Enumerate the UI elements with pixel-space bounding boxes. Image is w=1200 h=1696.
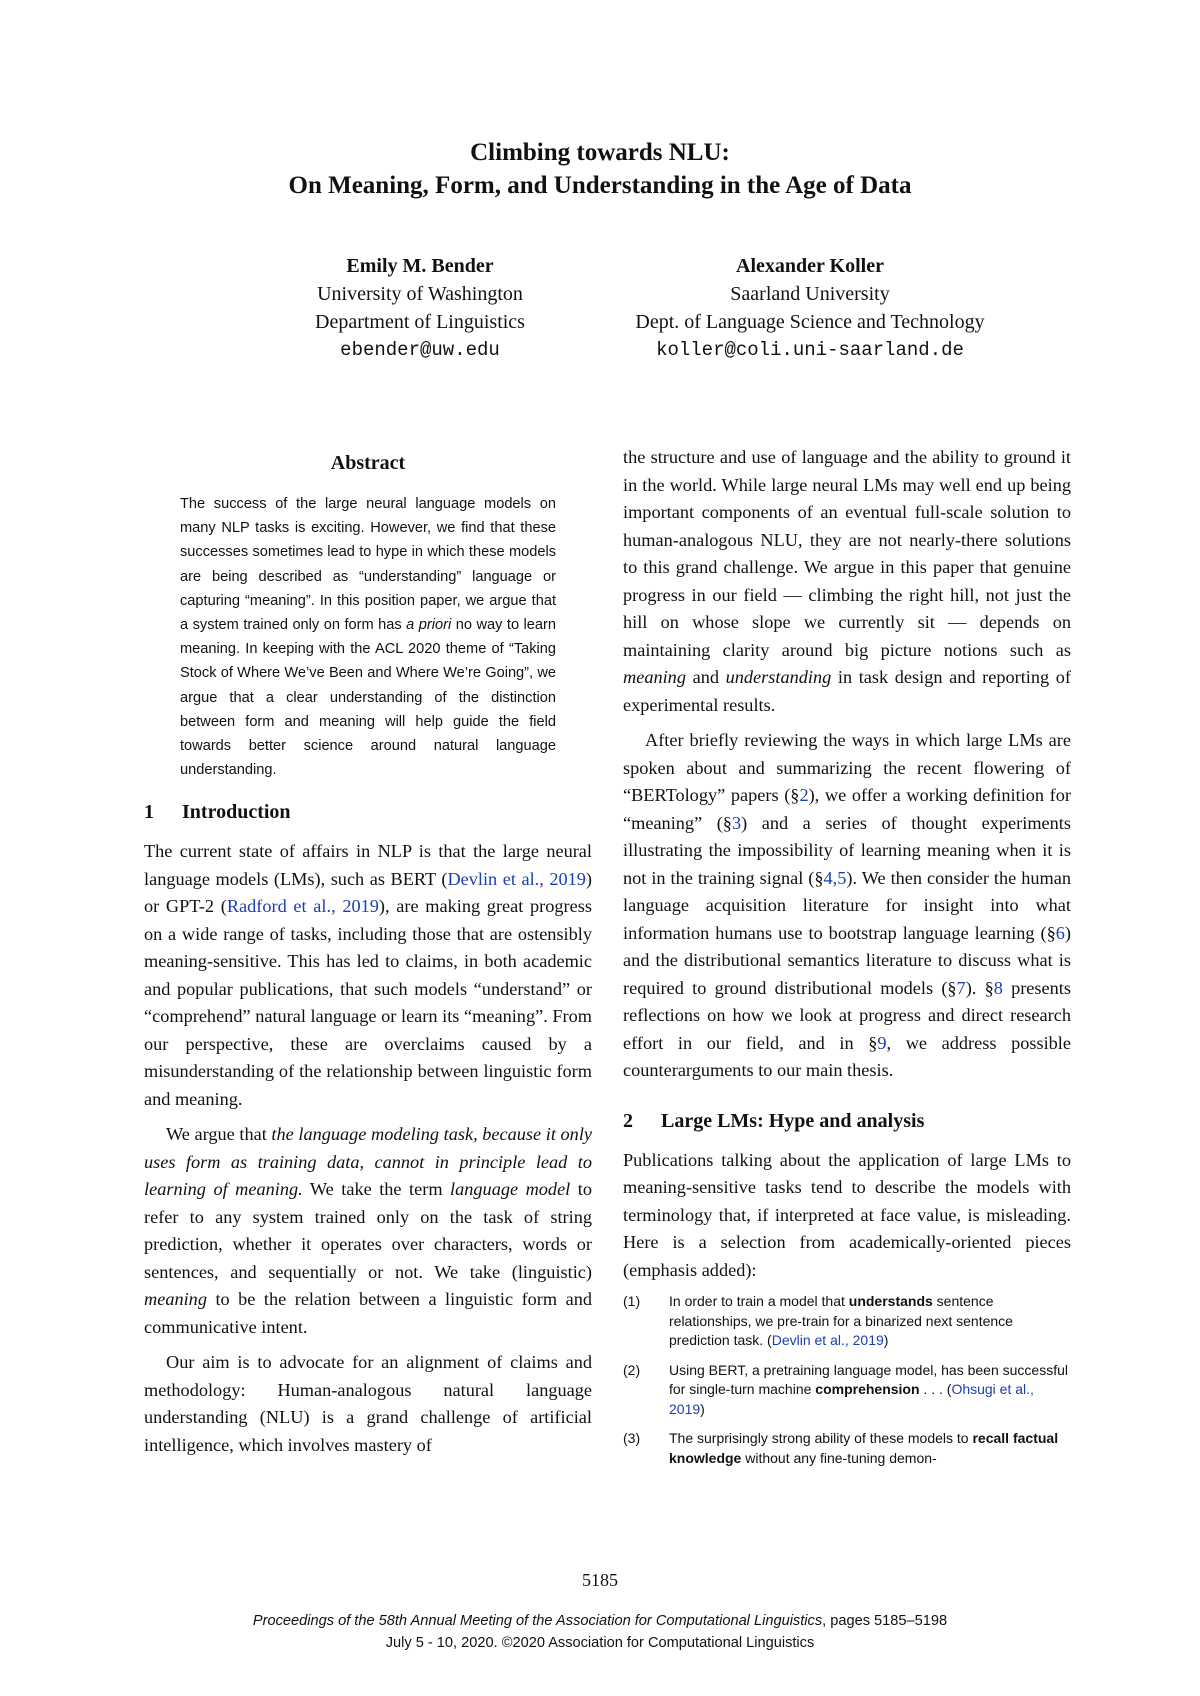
example-number: (3) — [623, 1430, 641, 1446]
text-run: . . . ( — [919, 1381, 952, 1397]
example-1 — [623, 1292, 1071, 1351]
footer-line-2: July 5 - 10, 2020. ©2020 Association for Computational Linguistics — [385, 1635, 815, 1651]
text-italic: meaning — [144, 1289, 207, 1310]
text-run: We take the term — [302, 1179, 451, 1200]
intro-paragraph-5 — [623, 727, 1071, 1085]
intro-paragraph-2 — [144, 1121, 592, 1341]
author-name: Alexander Koller — [736, 255, 884, 277]
text-bold: comprehension — [815, 1381, 920, 1397]
section-number: 1 — [144, 801, 154, 824]
text-run: presents reflections on how we look at progress and direct research effort in our field, and in § — [623, 977, 1071, 1053]
abstract-heading: Abstract — [330, 452, 406, 474]
author-department: Department of Linguistics — [315, 311, 525, 333]
text-italic: meaning — [623, 667, 686, 687]
author-koller — [570, 252, 1050, 364]
text-run: ). § — [965, 977, 994, 998]
text-run: ) or GPT-2 ( — [144, 868, 592, 917]
author-affiliation: Saarland University — [730, 283, 890, 305]
section-title: Introduction — [182, 801, 291, 824]
footer — [0, 1610, 1200, 1654]
text-italic: the language modeling task, because it only uses form as training data, cannot in principle lead to learning of meaning. — [144, 1124, 593, 1200]
section-ref-link[interactable]: 7 — [956, 977, 966, 998]
title-line-1: Climbing towards NLU: — [470, 139, 730, 166]
section-ref-link[interactable]: 2 — [799, 785, 809, 805]
author-department: Dept. of Language Science and Technology — [635, 311, 985, 333]
abstract-text — [180, 492, 556, 782]
text-run: Using BERT, a pretraining language model, has been successful for single-turn machine — [669, 1361, 1068, 1397]
text-run: to be the relation between a linguistic form and communicative intent. — [144, 1289, 592, 1337]
text-run: We argue that — [166, 1124, 272, 1145]
text-run: ) — [883, 1332, 889, 1348]
section2-paragraph-1: Publications talking about the application of large LMs to meaning-sensitive tasks tend to describe the models with terminology that, if interpreted at face value, is misleading. Here is a selection from academically-oriented pieces (emphasis added): — [623, 1149, 1071, 1280]
example-3 — [623, 1429, 1071, 1468]
section-number: 2 — [623, 1109, 633, 1132]
text-run: In order to train a model that — [669, 1293, 849, 1309]
text-run: ), we offer a working definition for “meaning” (§ — [623, 785, 1072, 833]
page-number: 5185 — [582, 1570, 618, 1590]
section-ref-link[interactable]: 6 — [1055, 922, 1065, 943]
text-run: ), are making great progress on a wide range of tasks, including those that are ostensibly meaning-sensitive. This has led to claims, in both academic and popular publications, that such models “understand” or “comprehend” natural language or learn its “meaning”. From our perspective, these are overclaims caused by a misunderstanding of the relationship between linguistic form and meaning. — [144, 896, 592, 1109]
footer-venue: Proceedings of the 58th Annual Meeting of the Association for Computational Linguistics — [252, 1613, 823, 1629]
section-ref-link[interactable]: 4,5 — [823, 867, 847, 888]
text-italic: understanding — [725, 667, 832, 687]
text-run: sentence relationships, we pre-train for a binarized next sentence prediction task. ( — [669, 1293, 1013, 1348]
section-heading-introduction — [144, 798, 592, 826]
text-italic: language model — [450, 1179, 571, 1200]
author-email[interactable]: koller@coli.uni-saarland.de — [656, 339, 964, 361]
example-number: (2) — [623, 1361, 641, 1378]
citation-link[interactable]: Devlin et al., 2019 — [771, 1332, 884, 1348]
right-column — [623, 444, 1071, 1478]
text-bold: recall factual knowledge — [669, 1430, 1059, 1466]
text-run: ) and the distributional semantics literature to discuss what is required to ground distributional models (§ — [623, 922, 1071, 998]
intro-paragraph-1 — [144, 838, 592, 1113]
example-text — [669, 1429, 1071, 1468]
text-bold: understands — [848, 1293, 933, 1309]
text-run: , we address possible counterarguments to our main thesis. — [623, 1032, 1071, 1080]
abstract-italic: a priori — [406, 617, 452, 634]
text-run: and — [685, 667, 726, 687]
text-run: ). We then consider the human language acquisition literature for insight into what information humans use to bootstrap language learning (§ — [623, 867, 1071, 943]
text-run: After briefly reviewing the ways in which large LMs are spoken about and summarizing the recent flowering of “BERTology” papers (§ — [623, 730, 1071, 805]
footer-line-1 — [0, 1610, 1200, 1632]
citation-link[interactable]: Radford et al., 2019 — [226, 896, 379, 917]
example-2 — [623, 1361, 1071, 1420]
left-column — [144, 450, 592, 1467]
text-run: The current state of affairs in NLP is that the large neural language models (LMs), such as BERT ( — [144, 841, 592, 889]
text-run: ) and a series of thought experiments illustrating the impossibility of learning meaning when it is not in the training signal (§ — [623, 812, 1071, 888]
author-bender — [230, 252, 610, 364]
section-ref-link[interactable]: 8 — [993, 977, 1003, 998]
footer-pages: , pages 5185–5198 — [822, 1613, 948, 1629]
intro-paragraph-4 — [623, 444, 1071, 719]
section-ref-link[interactable]: 3 — [731, 812, 742, 833]
author-affiliation: University of Washington — [317, 283, 523, 305]
section-title: Large LMs: Hype and analysis — [661, 1109, 925, 1132]
example-number: (1) — [623, 1293, 641, 1309]
section-heading-large-lms — [623, 1107, 1071, 1135]
title-line-2: On Meaning, Form, and Understanding in the Age of Data — [288, 172, 912, 199]
text-run: without any fine-tuning demon- — [741, 1449, 937, 1466]
example-text — [669, 1361, 1071, 1420]
abstract-text-part: no way to learn meaning. In keeping with the ACL 2020 theme of “Taking Stock of Where We’ve Been and Where We’re Going”, we argue that a clear understanding of the distinction between form and meaning will help guide the field towards better science around natural language understanding. — [180, 617, 557, 779]
text-run: The surprisingly strong ability of these models to — [669, 1430, 973, 1446]
example-text — [669, 1292, 1071, 1351]
citation-link[interactable]: Devlin et al., 2019 — [447, 868, 586, 889]
citation-link[interactable]: Ohsugi et al., 2019 — [669, 1381, 1034, 1417]
intro-paragraph-3: Our aim is to advocate for an alignment of claims and methodology: Human-analogous natural language understanding (NLU) is a grand challenge of artificial intelligence, which involves mastery of — [144, 1352, 592, 1455]
abstract-text-part: The success of the large neural language models on many NLP tasks is exciting. However, we find that these successes sometimes lead to hype in which these models are being described as “understanding” language or capturing “meaning”. In this position paper, we argue that a system trained only on form has — [180, 496, 556, 634]
paper-title — [0, 136, 1200, 202]
text-run: to refer to any system trained only on the task of string prediction, whether it operates over characters, words or sentences, and sequentially or not. We take (linguistic) — [144, 1179, 592, 1282]
author-name: Emily M. Bender — [346, 255, 494, 277]
text-run: in task design and reporting of experimental results. — [623, 667, 1071, 715]
text-run: ) — [700, 1400, 705, 1417]
text-run: the structure and use of language and the ability to ground it in the world. While large neural LMs may well end up being important components of an eventual full-scale solution to human-analogous NLU, they are not nearly-there solutions to this grand challenge. We argue in this paper that genuine progress in our field — climbing the right hill, not just the hill on whose slope we currently sit — depends on maintaining clarity around big picture notions such as — [623, 447, 1071, 660]
author-email[interactable]: ebender@uw.edu — [340, 339, 500, 361]
section-ref-link[interactable]: 9 — [877, 1032, 887, 1053]
